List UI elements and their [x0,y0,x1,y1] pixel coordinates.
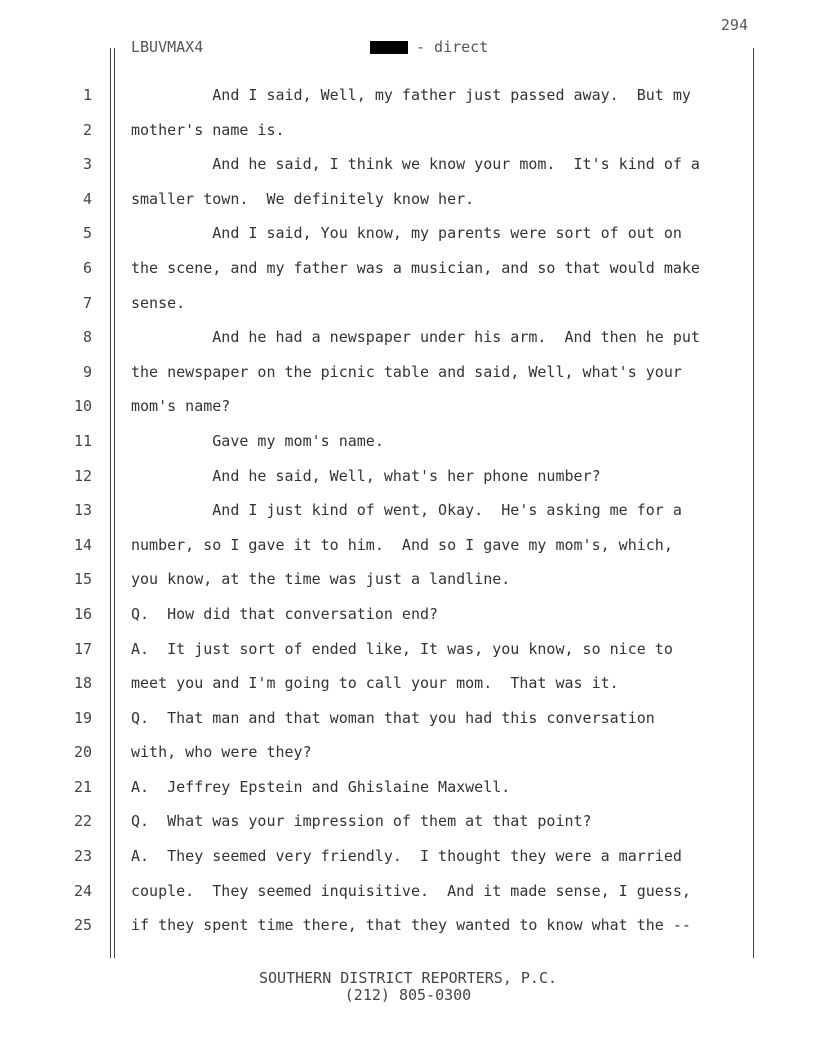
transcript-line [0,113,816,148]
line-number: 18 [73,674,92,693]
line-number: 5 [82,224,92,243]
line-text: And he had a newspaper under his arm. And then he put [131,328,700,347]
transcript-line [0,528,816,563]
transcript-line [0,355,816,390]
line-number: 3 [82,155,92,174]
transcript-line [0,424,816,459]
line-number: 21 [73,777,92,796]
transcript-line [0,839,816,874]
line-text: Gave my mom's name. [131,431,384,450]
reporter-company: SOUTHERN DISTRICT REPORTERS, P.C. [258,969,557,987]
transcript-line [0,562,816,597]
line-number: 6 [82,258,92,277]
transcript-line [0,908,816,943]
line-text: A. They seemed very friendly. I thought they were a married [131,847,682,866]
line-number: 12 [73,466,92,485]
line-text: And I said, Well, my father just passed away. But my [131,86,691,104]
transcript-line [0,147,816,182]
line-text: Q. That man and that woman that you had this conversation [131,708,655,727]
line-number: 9 [82,362,92,381]
transcript-lines [0,78,816,943]
line-text: sense. [131,293,186,312]
line-number: 7 [82,293,92,312]
transcript-line [0,251,816,286]
line-number: 22 [73,812,92,831]
line-number: 23 [73,847,92,866]
line-text: A. It just sort of ended like, It was, you know, so nice to [131,639,673,658]
line-number: 4 [82,189,92,208]
section-title: - direct [416,38,489,56]
transcript-line [0,666,816,701]
line-text: with, who were they? [131,743,312,762]
transcript-line [0,459,816,494]
transcript-line [0,735,816,770]
line-number: 19 [73,708,92,727]
line-text: meet you and I'm going to call your mom. That was it. [131,674,619,693]
line-text: you know, at the time was just a landline. [131,570,511,589]
line-number: 17 [73,639,92,658]
line-number: 10 [73,397,92,416]
transcript-line [0,320,816,355]
line-text: Q. What was your impression of them at that point? [131,812,592,831]
redaction-box [370,41,408,54]
line-number: 24 [73,881,92,900]
transcript-line [0,216,816,251]
transcript-line [0,286,816,321]
line-text: couple. They seemed inquisitive. And it made sense, I guess, [131,881,691,900]
line-text: And I said, You know, my parents were sort of out on [131,224,682,243]
line-text: the scene, and my father was a musician, and so that would make [131,258,700,277]
line-number: 25 [73,916,92,935]
transcript-line [0,78,816,113]
transcript-line [0,493,816,528]
transcript-line [0,182,816,217]
case-code: LBUVMAX4 [131,38,204,56]
line-text: And he said, I think we know your mom. It's kind of a [131,155,700,174]
transcript-line [0,804,816,839]
line-number: 14 [73,535,92,554]
line-text: if they spent time there, that they wanted to know what the -- [131,916,691,935]
transcript-line [0,632,816,667]
line-number: 2 [82,120,92,139]
line-text: mother's name is. [131,120,285,139]
line-number: 1 [82,86,92,104]
line-number: 11 [73,431,92,450]
transcript-line [0,597,816,632]
page-header [131,38,731,58]
line-text: And I just kind of went, Okay. He's asking me for a [131,501,682,520]
page-number: 294 [720,16,748,34]
transcript-line [0,389,816,424]
line-number: 13 [73,501,92,520]
transcript-line [0,770,816,805]
transcript-line [0,874,816,909]
line-text: A. Jeffrey Epstein and Ghislaine Maxwell. [131,777,511,796]
line-number: 16 [73,604,92,623]
section-label [370,38,488,56]
line-text: number, so I gave it to him. And so I gave my mom's, which, [131,535,673,554]
line-text: smaller town. We definitely know her. [131,189,475,208]
line-number: 15 [73,570,92,589]
transcript-line [0,701,816,736]
line-text: the newspaper on the picnic table and said, Well, what's your [131,362,682,381]
line-number: 20 [73,743,92,762]
line-number: 8 [82,328,92,347]
line-text: Q. How did that conversation end? [131,604,439,623]
page-footer [0,970,816,1004]
reporter-phone: (212) 805-0300 [344,986,472,1004]
line-text: mom's name? [131,397,231,416]
line-text: And he said, Well, what's her phone number? [131,466,601,485]
